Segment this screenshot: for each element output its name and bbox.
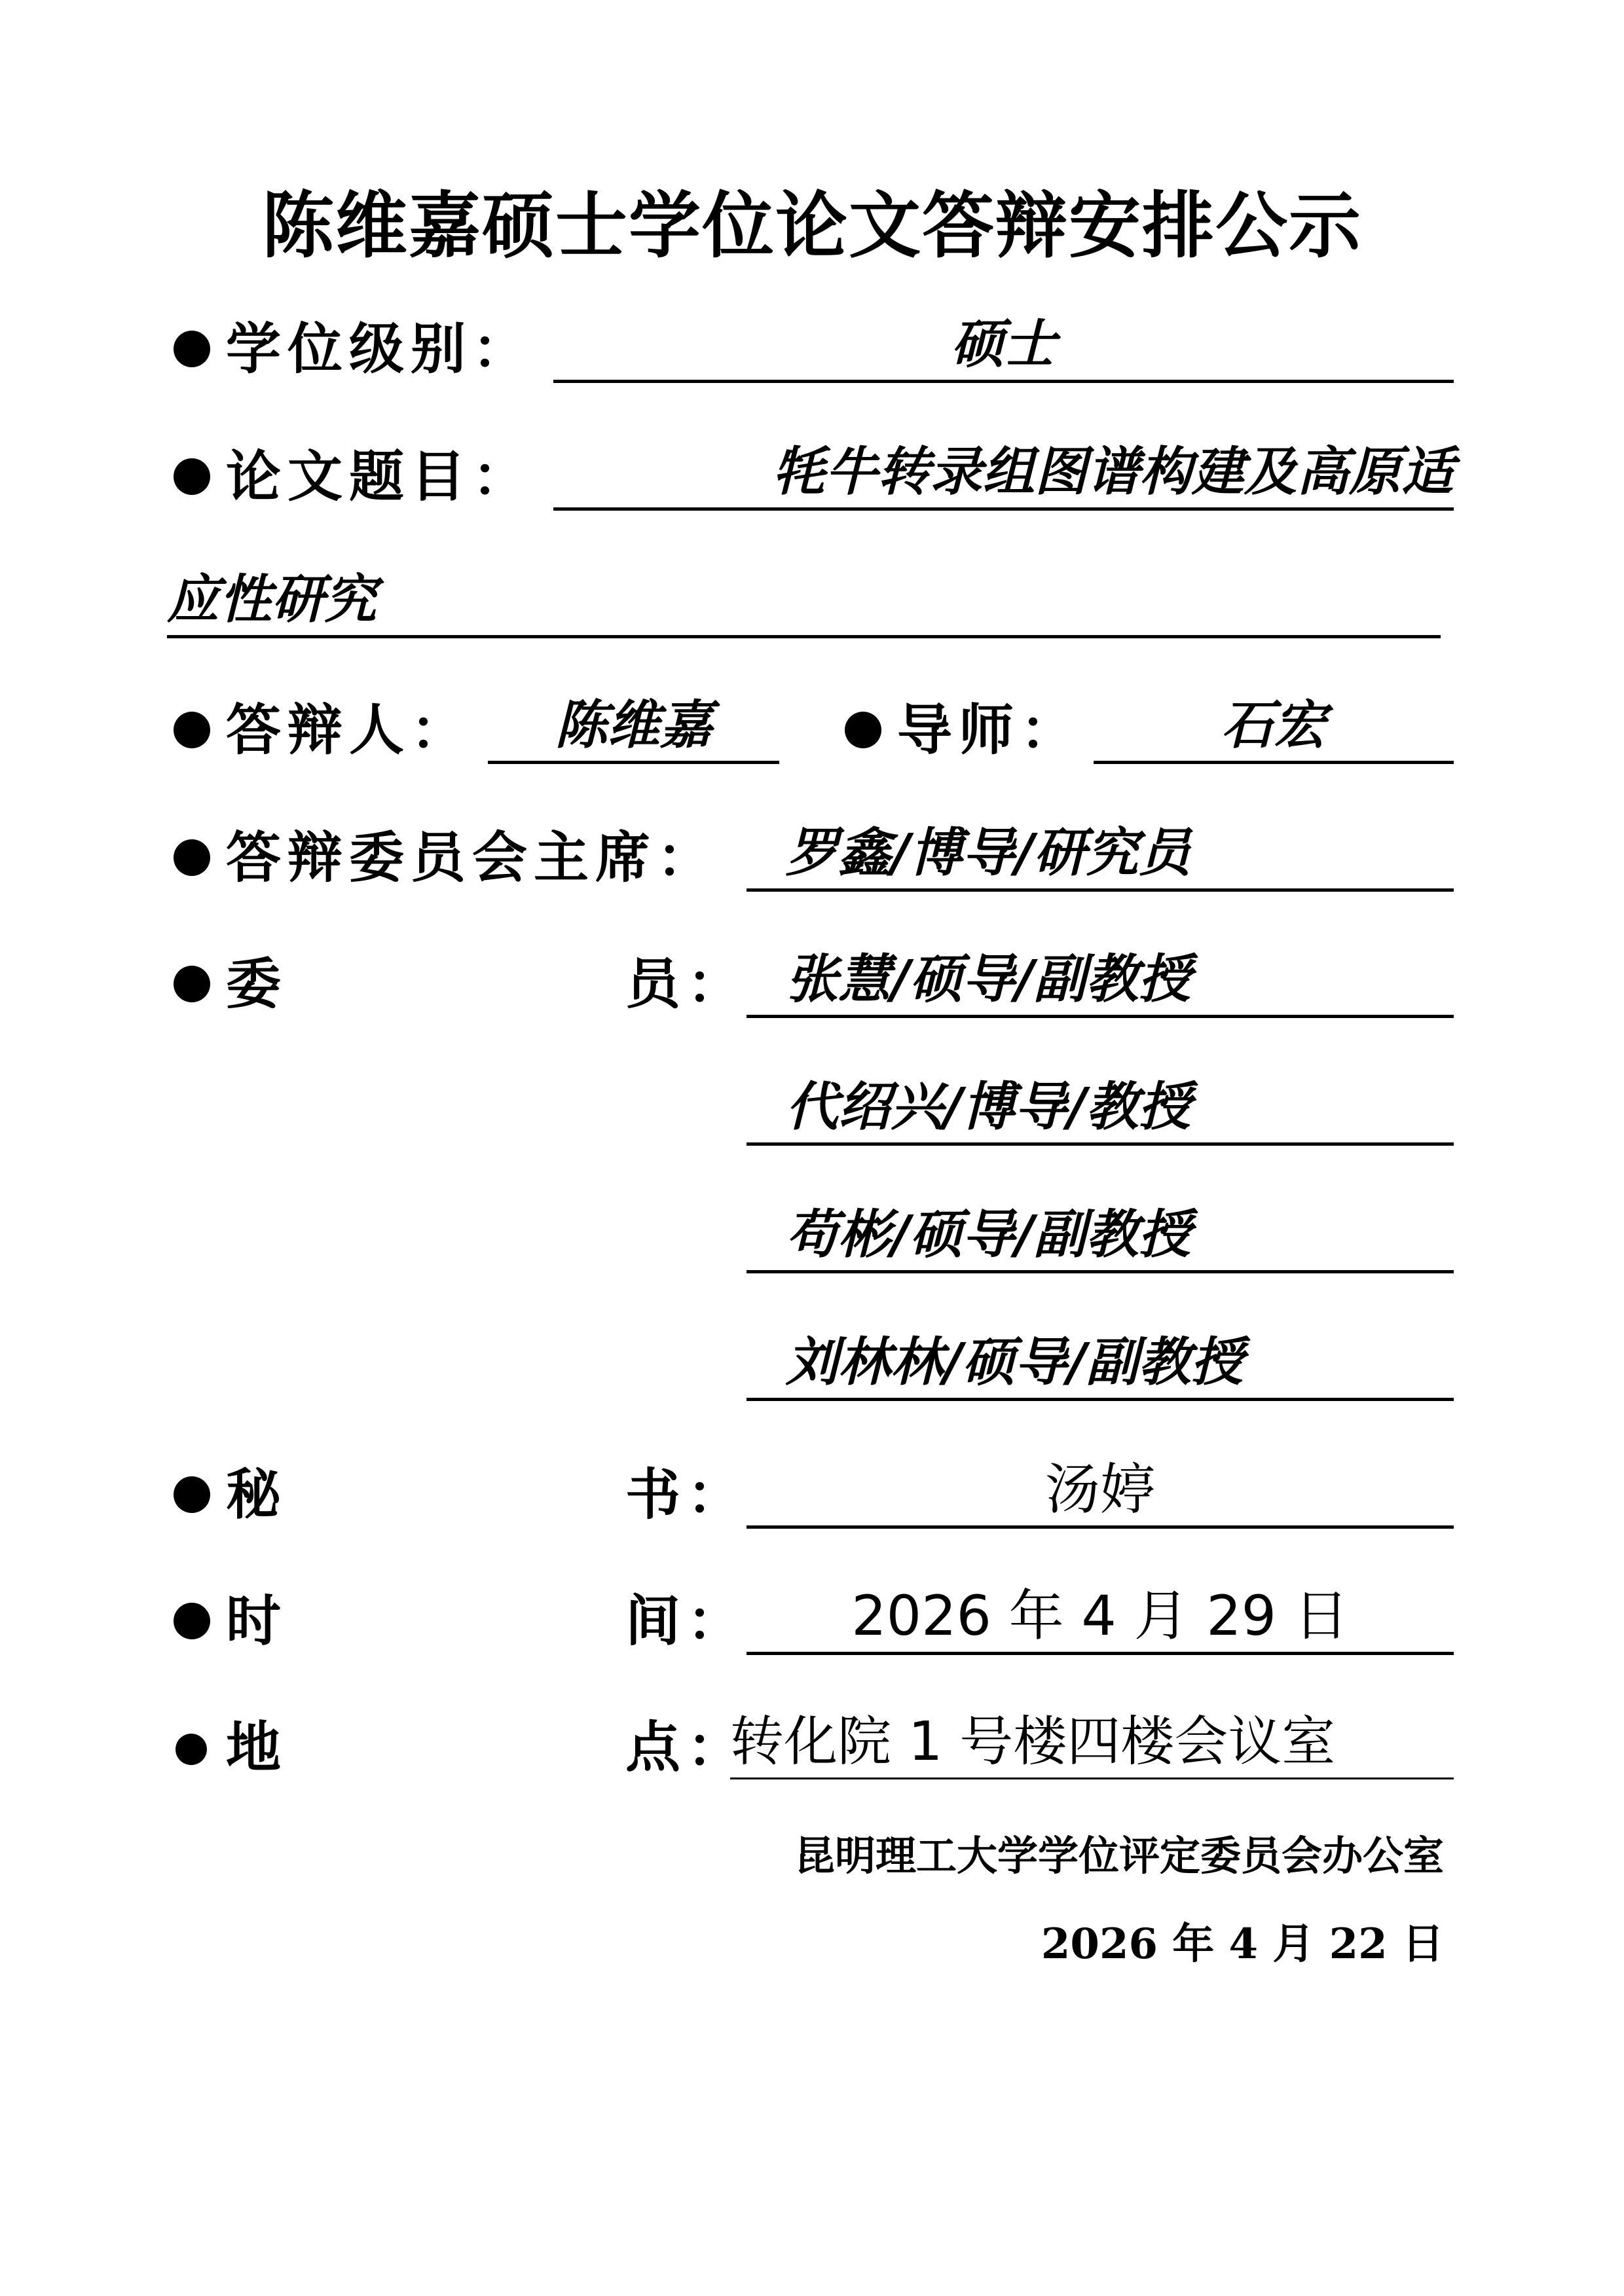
secretary-value: 汤婷 [747,1453,1454,1529]
bullet-icon [174,458,210,495]
chair-label: 答辩委员会主席： [226,826,719,890]
location-label-right: 点： [625,1715,749,1779]
defender-label: 答辩人： [226,698,473,762]
degree-value: 硕士 [553,308,1454,383]
member-item: 代绍兴/博导/教授 [747,1070,1454,1146]
bullet-icon [845,712,881,748]
secretary-label-right: 书： [625,1463,749,1527]
thesis-title-line1: 牦牛转录组图谱构建及高原适 [553,435,1454,511]
member-item: 苟彬/硕导/副教授 [747,1198,1454,1273]
members-label-right: 员： [625,952,749,1016]
member-item: 刘林林/硕导/副教授 [747,1326,1454,1401]
issue-date: 2026 年 4 月 22 日 [1041,1920,1444,1969]
member-item: 张慧/硕导/副教授 [747,943,1454,1018]
page-title: 陈维嘉硕士学位论文答辩安排公示 [262,184,1362,268]
bullet-icon [174,1476,210,1513]
bullet-icon [174,331,210,367]
time-label-right: 间： [625,1589,749,1653]
thesis-title-line2: 应性研究 [167,563,1441,638]
secretary-label-left: 秘 [226,1463,288,1527]
time-value: 2026 年 4 月 29 日 [747,1580,1454,1655]
bullet-icon [174,1603,210,1639]
thesis-label: 论文题目： [226,445,534,509]
advisor-label: 导师： [897,698,1082,762]
issuing-office: 昆明理工大学学位评定委员会办公室 [794,1832,1444,1880]
bullet-icon [174,966,210,1002]
bullet-icon [174,712,210,748]
members-label-left: 委 [226,952,288,1016]
defender-value: 陈维嘉 [488,689,779,764]
bullet-icon [174,839,210,876]
advisor-value: 石宏 [1094,689,1454,764]
chair-value: 罗鑫/博导/研究员 [747,816,1454,892]
location-value: 转化院 1 号楼四楼会议室 [730,1706,1454,1779]
time-label-left: 时 [226,1589,288,1653]
bullet-icon [175,1734,207,1765]
location-label-left: 地 [226,1715,288,1779]
degree-label: 学位级别： [226,317,534,381]
